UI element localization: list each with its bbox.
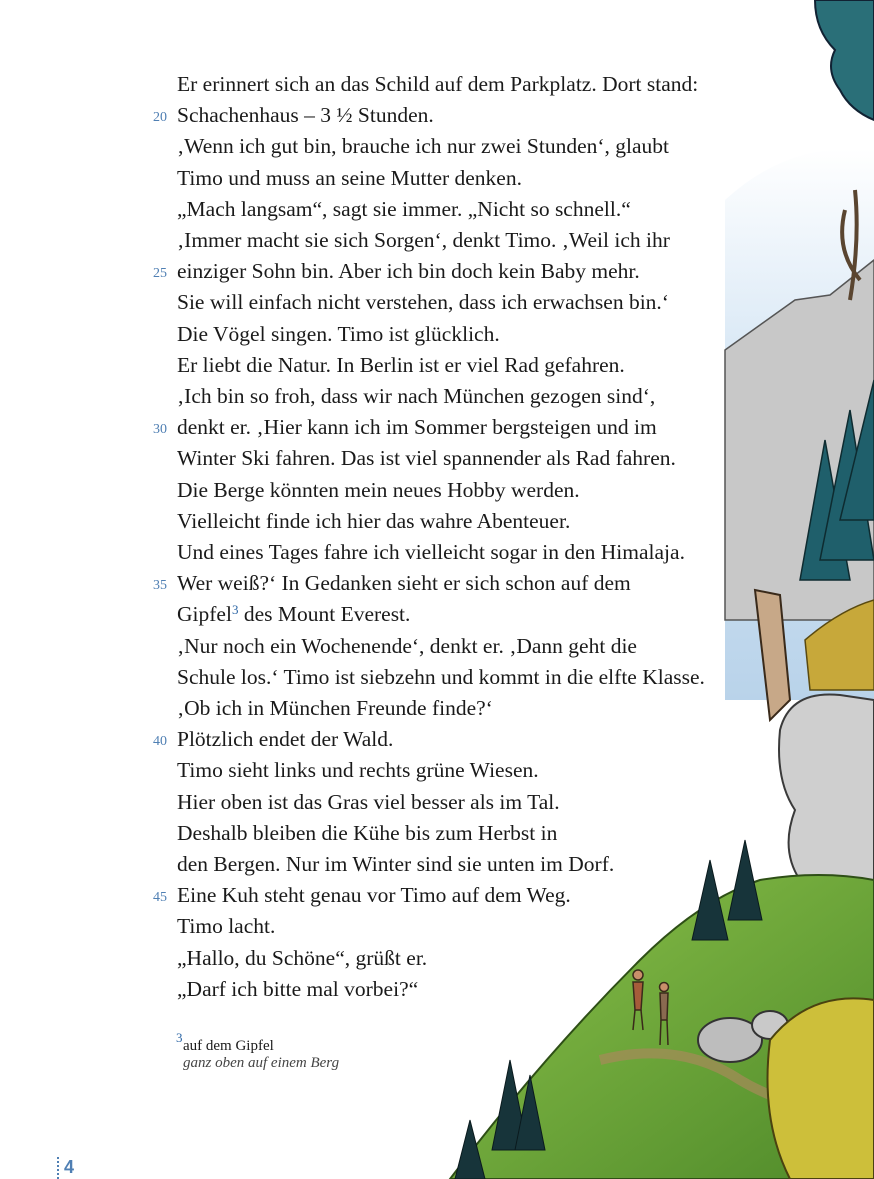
line-text: Winter Ski fahren. Das ist viel spannender als Rad fahren. <box>177 446 676 471</box>
line-text: Wer weiß?‘ In Gedanken sieht er sich schon auf dem <box>177 571 631 596</box>
text-line <box>177 69 698 100</box>
line-text: Und eines Tages fahre ich vielleicht sogar in den Himalaja. <box>177 540 685 564</box>
line-text: Timo sieht links und rechts grüne Wiesen. <box>177 758 539 783</box>
text-line <box>177 662 705 693</box>
footnote-number: 3 <box>176 1030 183 1045</box>
text-line <box>153 100 434 131</box>
haystack <box>768 998 874 1179</box>
text-line <box>153 568 631 599</box>
text-line <box>177 974 418 1005</box>
text-line <box>153 724 394 755</box>
line-number: 30 <box>153 422 167 438</box>
text-line <box>177 787 560 818</box>
line-number: 25 <box>153 266 167 282</box>
text-line <box>177 631 637 662</box>
text-line <box>177 943 427 974</box>
text-line <box>177 225 670 256</box>
line-text: ‚Ob ich in München Freunde finde?‘ <box>177 696 493 720</box>
line-text: Die Berge könnten mein neues Hobby werden. <box>177 477 580 502</box>
line-text: Vielleicht finde ich hier das wahre Abenteuer. <box>177 508 571 533</box>
text-line <box>177 131 669 162</box>
text-line <box>153 412 657 443</box>
text-line <box>177 381 655 412</box>
text-line <box>177 537 685 568</box>
line-text: den Bergen. Nur im Winter sind sie unten im Dorf. <box>177 852 615 876</box>
line-text: Schule los.‘ Timo ist siebzehn und kommt in die elfte Klasse. <box>177 664 705 689</box>
text-line <box>177 818 557 849</box>
text-line <box>177 599 410 630</box>
line-number: 45 <box>153 890 167 906</box>
text-line <box>177 443 676 474</box>
line-text: Er erinnert sich an das Schild auf dem Parkplatz. Dort stand: <box>177 72 699 96</box>
line-text: ‚Nur noch ein Wochenende‘, denkt er. ‚Dann geht die <box>177 633 637 658</box>
text-line <box>177 319 500 350</box>
text-line <box>177 755 539 786</box>
line-text: ‚Immer macht sie sich Sorgen‘, denkt Timo. ‚Weil ich ihr <box>177 228 670 252</box>
text-line <box>177 911 275 942</box>
text-line <box>153 880 571 911</box>
text-line <box>177 287 669 318</box>
line-text: Eine Kuh steht genau vor Timo auf dem Weg. <box>177 883 571 908</box>
text-line <box>177 350 625 381</box>
text-line <box>177 506 570 537</box>
line-text: Sie will einfach nicht verstehen, dass ich erwachsen bin.‘ <box>177 290 669 315</box>
line-text: Er liebt die Natur. In Berlin ist er viel Rad gefahren. <box>177 352 625 377</box>
line-text: Die Vögel singen. Timo ist glücklich. <box>177 321 500 346</box>
text-line <box>153 256 640 287</box>
footnote-term: auf dem Gipfel <box>183 1038 274 1054</box>
line-text: Timo und muss an seine Mutter denken. <box>177 165 522 190</box>
line-text: „Hallo, du Schöne“, grüßt er. <box>177 945 428 970</box>
line-text: Timo lacht. <box>177 914 276 939</box>
text-line <box>177 194 631 225</box>
line-number: 20 <box>153 110 167 126</box>
line-text: ‚Ich bin so froh, dass wir nach München gezogen sind‘, <box>177 384 656 408</box>
line-text: Deshalb bleiben die Kühe bis zum Herbst in <box>177 820 558 845</box>
footnote-marker: 3 <box>231 602 239 618</box>
line-text: Plötzlich endet der Wald. <box>177 727 394 752</box>
line-text: denkt er. ‚Hier kann ich im Sommer bergsteigen und im <box>177 415 657 440</box>
text-line <box>177 849 614 880</box>
line-number: 40 <box>153 734 167 750</box>
line-text: „Darf ich bitte mal vorbei?“ <box>177 976 419 1001</box>
line-text-continued: des Mount Everest. <box>238 602 411 627</box>
line-text: einziger Sohn bin. Aber ich bin doch kein Baby mehr. <box>177 259 640 284</box>
text-line <box>177 163 522 194</box>
text-line <box>177 693 493 724</box>
line-text: Schachenhaus – 3 ½ Stunden. <box>177 103 434 128</box>
line-text: Gipfel <box>177 602 232 627</box>
page-number: 4 <box>64 1157 75 1177</box>
line-text: Hier oben ist das Gras viel besser als im Tal. <box>177 789 560 814</box>
top-foliage <box>815 0 874 120</box>
footnote-definition: ganz oben auf einem Berg <box>183 1055 340 1071</box>
line-number: 35 <box>153 578 167 594</box>
page-number-divider <box>57 1157 62 1179</box>
line-text: „Mach langsam“, sagt sie immer. „Nicht so schnell.“ <box>177 196 631 221</box>
line-text: ‚Wenn ich gut bin, brauche ich nur zwei Stunden‘, glaubt <box>177 134 670 159</box>
text-line <box>177 475 580 506</box>
